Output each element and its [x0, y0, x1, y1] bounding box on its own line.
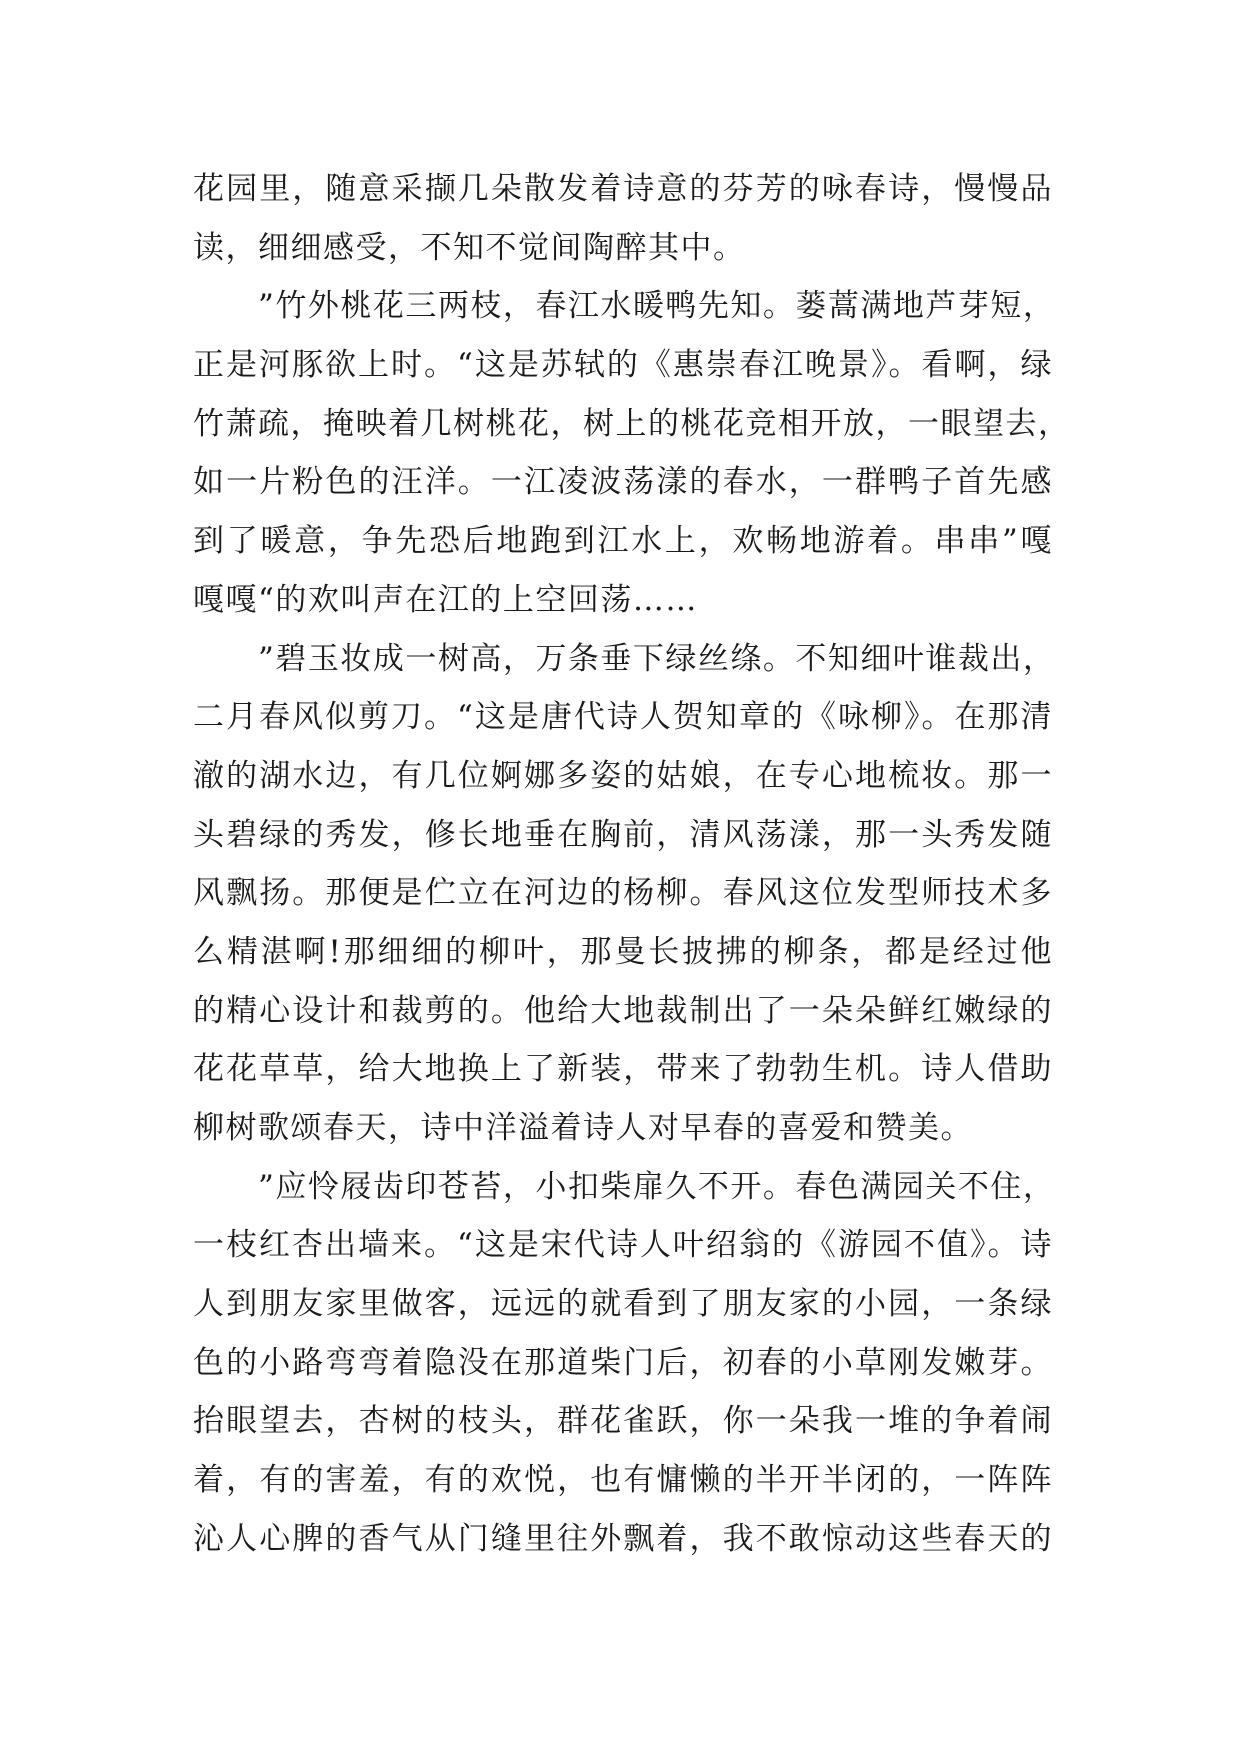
text-line: ”碧玉妆成一树高，万条垂下绿丝绦。不知细叶谁裁出， [193, 640, 1056, 677]
text-line: 二月春风似剪刀。“这是唐代诗人贺知章的《咏柳》。在那清 [193, 699, 1053, 736]
text-line: 正是河豚欲上时。“这是苏轼的《惠崇春江晚景》。看啊，绿 [193, 347, 1053, 384]
text-line: 澈的湖水边，有几位婀娜多姿的姑娘，在专心地梳妆。那一 [193, 757, 1053, 794]
text-line: 一枝红杏出墙来。“这是宋代诗人叶绍翁的《游园不值》。诗 [193, 1227, 1053, 1264]
text-line: 竹萧疏，掩映着几树桃花，树上的桃花竞相开放，一眼望去， [193, 405, 1071, 442]
text-line: 头碧绿的秀发，修长地垂在胸前，清风荡漾，那一头秀发随 [193, 816, 1053, 853]
text-line: 到了暖意，争先恐后地跑到江水上，欢畅地游着。串串”嘎 [193, 523, 1053, 560]
text-line: ”应怜屐齿印苍苔，小扣柴扉久不开。春色满园关不住， [193, 1168, 1056, 1205]
body-text [193, 160, 1071, 1569]
text-line: 抬眼望去，杏树的枝头，群花雀跃，你一朵我一堆的争着闹 [193, 1403, 1053, 1440]
text-line: 嘎嘎“的欢叫声在江的上空回荡…… [193, 581, 698, 618]
text-line: ”竹外桃花三两枝，春江水暖鸭先知。蒌蒿满地芦芽短， [193, 288, 1056, 325]
text-line: 的精心设计和裁剪的。他给大地裁制出了一朵朵鲜红嫩绿的 [193, 992, 1053, 1029]
text-line: 着，有的害羞，有的欢悦，也有慵懒的半开半闭的，一阵阵 [193, 1462, 1053, 1499]
text-line: 风飘扬。那便是伫立在河边的杨柳。春风这位发型师技术多 [193, 875, 1053, 912]
text-line: 花花草草，给大地换上了新装，带来了勃勃生机。诗人借助 [193, 1051, 1053, 1088]
text-line: 花园里，随意采撷几朵散发着诗意的芬芳的咏春诗，慢慢品 [193, 171, 1053, 207]
text-line: 柳树歌颂春天，诗中洋溢着诗人对早春的喜爱和赞美。 [193, 1110, 973, 1146]
text-line: 沁人心脾的香气从门缝里往外飘着，我不敢惊动这些春天的 [193, 1520, 1053, 1557]
text-line: 读，细细感受，不知不觉间陶醉其中。 [193, 229, 746, 266]
text-line: 人到朋友家里做客，远远的就看到了朋友家的小园，一条绿 [193, 1286, 1053, 1323]
text-line: 色的小路弯弯着隐没在那道柴门后，初春的小草刚发嫩芽。 [193, 1344, 1053, 1381]
text-line: 如一片粉色的汪洋。一江凌波荡漾的春水，一群鸭子首先感 [193, 464, 1053, 501]
text-line: 么精湛啊!那细细的柳叶，那曼长披拂的柳条，都是经过他 [193, 933, 1053, 970]
